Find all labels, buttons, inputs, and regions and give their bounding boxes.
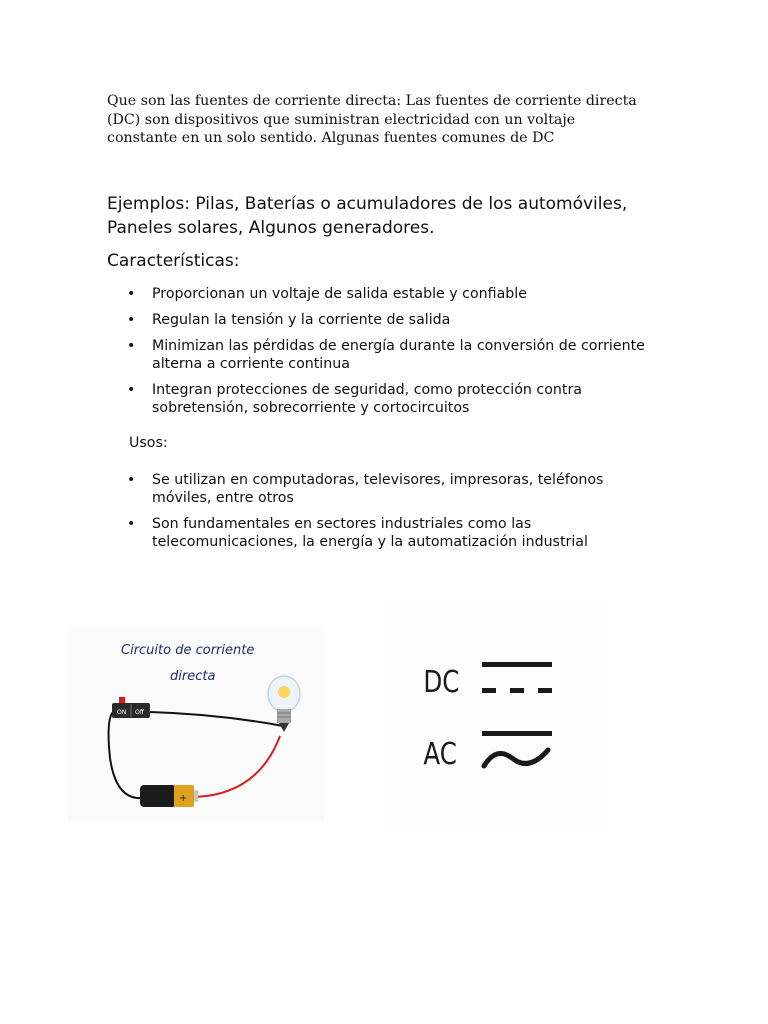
dc-symbol-icon (482, 662, 552, 693)
switch-icon (112, 697, 150, 718)
battery-plus-sign: + (179, 793, 188, 804)
switch-off-label: Off (135, 709, 144, 716)
list-item: • Regulan la tensión y la corriente de salida (107, 311, 647, 329)
dc-circuit-image (68, 628, 324, 822)
switch-wire (150, 712, 283, 726)
ac-symbol-icon (482, 731, 552, 766)
switch-on-label: ON (117, 709, 127, 716)
characteristics-list (107, 285, 647, 425)
examples-paragraph: Ejemplos: Pilas, Baterías o acumuladores de los automóviles, Paneles solares, Algunos generadores. (107, 194, 628, 238)
list-item: • Se utilizan en computadoras, televisores, impresoras, teléfonos móviles, entre otros (107, 471, 647, 507)
list-item: • Proporcionan un voltaje de salida estable y confiable (107, 285, 647, 303)
intro-paragraph: Que son las fuentes de corriente directa: Las fuentes de corriente directa (DC) son dispositivos que suministran electricidad con un voltaje constante en un solo sentido. Algunas fuentes comunes de DC (107, 93, 637, 146)
uses-list (107, 471, 647, 559)
list-item: • Minimizan las pérdidas de energía durante la conversión de corriente alterna a corriente continua (107, 337, 647, 373)
battery-icon (140, 785, 198, 807)
dc-ac-symbols-image (384, 600, 608, 832)
list-item: • Integran protecciones de seguridad, como protección contra sobretensión, sobrecorriente y cortocircuitos (107, 381, 647, 417)
positive-wire (196, 736, 280, 797)
list-item: • Son fundamentales en sectores industriales como las telecomunicaciones, la energía y la automatización industrial (107, 515, 647, 551)
circuit-title-line1: Circuito de corriente (121, 643, 255, 658)
ac-label: AC (423, 737, 457, 772)
circuit-title-line2: directa (170, 669, 216, 684)
negative-wire (109, 712, 142, 798)
uses-heading: Usos: (129, 435, 168, 451)
dc-label: DC (423, 665, 460, 700)
characteristics-heading: Características: (107, 251, 240, 271)
